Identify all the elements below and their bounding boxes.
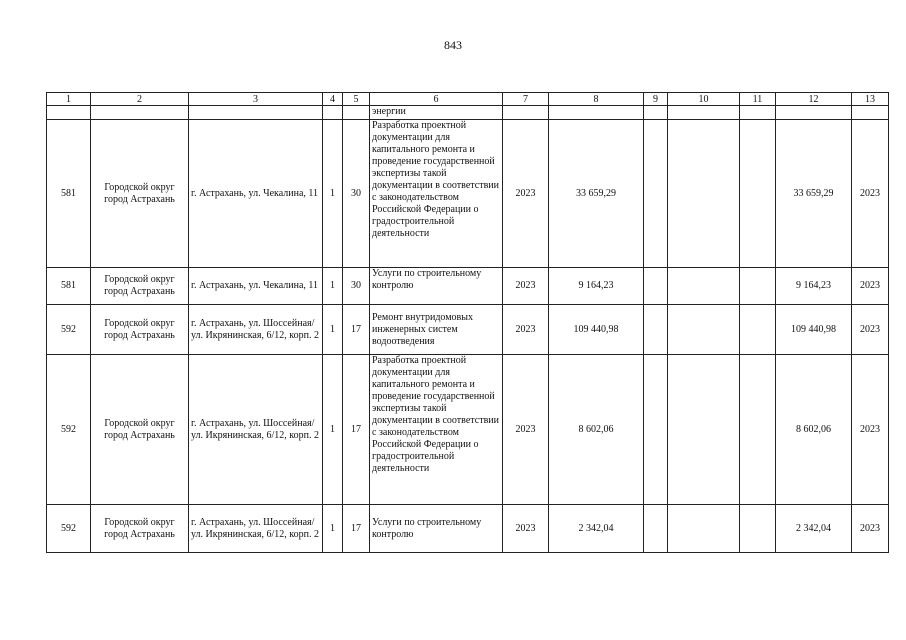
- cell-year: 2023: [503, 355, 549, 505]
- cell-col12: 109 440,98: [776, 305, 852, 355]
- cell-col4: 1: [323, 268, 343, 305]
- table-row: [47, 305, 889, 355]
- continuation-text: энергии: [370, 106, 503, 120]
- cell-municipality: Городской округ город Астрахань: [91, 355, 189, 505]
- cell-col13: 2023: [852, 268, 889, 305]
- cell-address: г. Астрахань, ул. Шоссейная/ ул. Икрянинская, 6/12, корп. 2: [189, 305, 323, 355]
- cell-municipality: Городской округ город Астрахань: [91, 305, 189, 355]
- table-row: [47, 268, 889, 305]
- cell-col12: 9 164,23: [776, 268, 852, 305]
- cell-col4: 1: [323, 355, 343, 505]
- cell-col5: 30: [343, 268, 370, 305]
- cell-number: 581: [47, 268, 91, 305]
- cell-year: 2023: [503, 505, 549, 553]
- cell-total: 8 602,06: [549, 355, 644, 505]
- cell-col5: 17: [343, 355, 370, 505]
- cell-col10: [668, 355, 740, 505]
- cell-number: 592: [47, 355, 91, 505]
- column-number: 13: [852, 93, 889, 106]
- cell-col12: 33 659,29: [776, 120, 852, 268]
- cell-col4: 1: [323, 505, 343, 553]
- cell-col5: 17: [343, 305, 370, 355]
- cell-work-description: Разработка проектной документации для капитального ремонта и проведение государственной экспертизы такой документации в соответствии с законодательством Российской Федерации о градостроительной деятельности: [370, 120, 503, 268]
- cell-total: 109 440,98: [549, 305, 644, 355]
- continuation-row: [47, 106, 889, 120]
- cell-col11: [740, 505, 776, 553]
- cell-col4: 1: [323, 305, 343, 355]
- table-row: [47, 355, 889, 505]
- cell-work-description: Услуги по строительному контролю: [370, 505, 503, 553]
- cell-address: г. Астрахань, ул. Шоссейная/ ул. Икрянинская, 6/12, корп. 2: [189, 355, 323, 505]
- cell-municipality: Городской округ город Астрахань: [91, 268, 189, 305]
- cell-col13: 2023: [852, 305, 889, 355]
- column-number: 8: [549, 93, 644, 106]
- column-number: 4: [323, 93, 343, 106]
- cell-col9: [644, 505, 668, 553]
- cell-col13: 2023: [852, 120, 889, 268]
- column-number: 5: [343, 93, 370, 106]
- column-number: 12: [776, 93, 852, 106]
- cell-work-description: Ремонт внутридомовых инженерных систем водоотведения: [370, 305, 503, 355]
- cell-col10: [668, 120, 740, 268]
- cell-col13: 2023: [852, 355, 889, 505]
- cell-col11: [740, 268, 776, 305]
- cell-work-description: Разработка проектной документации для капитального ремонта и проведение государственной экспертизы такой документации в соответствии с законодательством Российской Федерации о градостроительной деятельности: [370, 355, 503, 505]
- cell-municipality: Городской округ город Астрахань: [91, 505, 189, 553]
- column-number: 9: [644, 93, 668, 106]
- cell-col12: 2 342,04: [776, 505, 852, 553]
- cell-col9: [644, 268, 668, 305]
- cell-total: 2 342,04: [549, 505, 644, 553]
- cell-work-description: Услуги по строительному контролю: [370, 268, 503, 305]
- cell-col9: [644, 305, 668, 355]
- cell-col11: [740, 355, 776, 505]
- cell-col11: [740, 120, 776, 268]
- cell-address: г. Астрахань, ул. Чекалина, 11: [189, 268, 323, 305]
- page-number: 843: [444, 38, 462, 52]
- cell-col5: 17: [343, 505, 370, 553]
- cell-number: 592: [47, 305, 91, 355]
- cell-col9: [644, 120, 668, 268]
- column-number: 3: [189, 93, 323, 106]
- cell-col10: [668, 505, 740, 553]
- table-row: [47, 120, 889, 268]
- table-row: [47, 505, 889, 553]
- cell-col4: 1: [323, 120, 343, 268]
- cell-col10: [668, 305, 740, 355]
- cell-col12: 8 602,06: [776, 355, 852, 505]
- cell-year: 2023: [503, 268, 549, 305]
- cell-col11: [740, 305, 776, 355]
- cell-year: 2023: [503, 120, 549, 268]
- column-number: 6: [370, 93, 503, 106]
- column-number: 1: [47, 93, 91, 106]
- column-number: 10: [668, 93, 740, 106]
- cell-address: г. Астрахань, ул. Шоссейная/ ул. Икрянинская, 6/12, корп. 2: [189, 505, 323, 553]
- registry-table: [46, 92, 889, 553]
- column-numbers-row: [47, 93, 889, 106]
- cell-col5: 30: [343, 120, 370, 268]
- cell-col9: [644, 355, 668, 505]
- cell-total: 33 659,29: [549, 120, 644, 268]
- cell-col13: 2023: [852, 505, 889, 553]
- cell-total: 9 164,23: [549, 268, 644, 305]
- cell-address: г. Астрахань, ул. Чекалина, 11: [189, 120, 323, 268]
- cell-number: 581: [47, 120, 91, 268]
- column-number: 11: [740, 93, 776, 106]
- cell-col10: [668, 268, 740, 305]
- cell-year: 2023: [503, 305, 549, 355]
- cell-number: 592: [47, 505, 91, 553]
- cell-municipality: Городской округ город Астрахань: [91, 120, 189, 268]
- column-number: 2: [91, 93, 189, 106]
- column-number: 7: [503, 93, 549, 106]
